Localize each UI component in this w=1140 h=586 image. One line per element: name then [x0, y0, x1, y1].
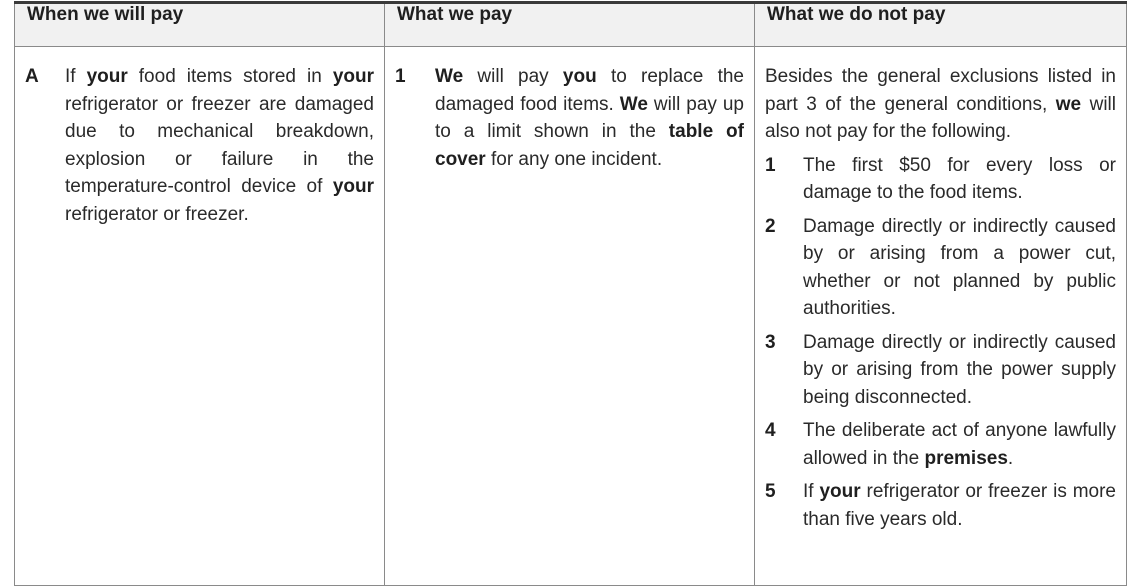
text-run: The deliberate act of anyone lawfully allowed in the: [803, 420, 1116, 469]
exclusion-item: [765, 152, 1116, 207]
table-row: [15, 47, 1127, 586]
exclusion-text: [803, 213, 1116, 323]
text-run: If: [803, 481, 820, 502]
exclusion-marker: 1: [765, 154, 776, 176]
condition-marker: A: [25, 66, 39, 87]
bold-term: you: [562, 66, 597, 87]
table-header-row: [15, 3, 1127, 47]
text-run: will also not pay for the following.: [765, 93, 1116, 142]
text-run: Damage directly or indirectly caused by or arising from the power supply being disconnected.: [803, 331, 1116, 408]
payment-marker: 1: [395, 66, 406, 87]
cover-table: [14, 1, 1127, 586]
bold-term: your: [86, 66, 128, 87]
text-run: refrigerator or freezer are damaged due to mechanical breakdown, explosion or failure in the temperature-control device of: [65, 93, 374, 197]
exclusion-text: [803, 417, 1116, 472]
text-run: will pay up to a limit shown in the: [435, 93, 744, 142]
exclusion-item: [765, 417, 1116, 472]
text-run: .: [1007, 447, 1014, 469]
text-run: will pay: [463, 66, 563, 87]
condition-text: [65, 63, 374, 228]
text-run: refrigerator or freezer is more than five years old.: [803, 481, 1117, 530]
exclusions-intro: [765, 63, 1116, 146]
cell-what-we-do-not-pay: [755, 47, 1127, 586]
bold-term: premises: [924, 447, 1008, 469]
text-run: If: [65, 66, 87, 87]
bold-term: table of cover: [435, 121, 744, 170]
column-header-what-we-pay: What we pay: [385, 3, 755, 47]
exclusion-item: [765, 478, 1116, 533]
text-run: food items stored in: [127, 66, 333, 87]
cell-what-we-pay: [385, 47, 755, 586]
exclusion-item: [765, 213, 1116, 323]
text-run: refrigerator or freezer.: [65, 203, 249, 225]
text-run: Damage directly or indirectly caused by or arising from a power cut, whether or not planned by public authorities.: [803, 215, 1116, 319]
exclusion-item: [765, 329, 1116, 412]
column-header-what-we-do-not-pay: What we do not pay: [755, 3, 1127, 47]
condition-item: [25, 63, 374, 228]
text-run: Besides the general exclusions listed in part 3 of the general conditions,: [765, 66, 1116, 115]
bold-term: your: [819, 481, 861, 502]
exclusion-marker: 4: [765, 420, 776, 441]
payment-text: [435, 63, 744, 173]
payment-item: [395, 63, 744, 173]
exclusion-text: [803, 329, 1116, 412]
bold-term: your: [332, 176, 374, 197]
exclusion-text: [803, 478, 1116, 533]
text-run: The first $50 for every loss or damage to the food items.: [803, 154, 1116, 203]
cell-when-we-will-pay: [15, 47, 385, 586]
exclusion-marker: 3: [765, 331, 776, 353]
exclusion-text: [803, 152, 1116, 207]
exclusion-marker: 5: [765, 481, 776, 502]
bold-term: We: [619, 93, 648, 115]
text-run: to replace the damaged food items.: [435, 66, 744, 115]
exclusion-marker: 2: [765, 215, 776, 237]
bold-term: your: [332, 66, 374, 87]
column-header-when-we-will-pay: When we will pay: [15, 3, 385, 47]
text-run: for any one incident.: [485, 148, 663, 170]
bold-term: We: [435, 66, 464, 87]
bold-term: we: [1055, 93, 1082, 115]
